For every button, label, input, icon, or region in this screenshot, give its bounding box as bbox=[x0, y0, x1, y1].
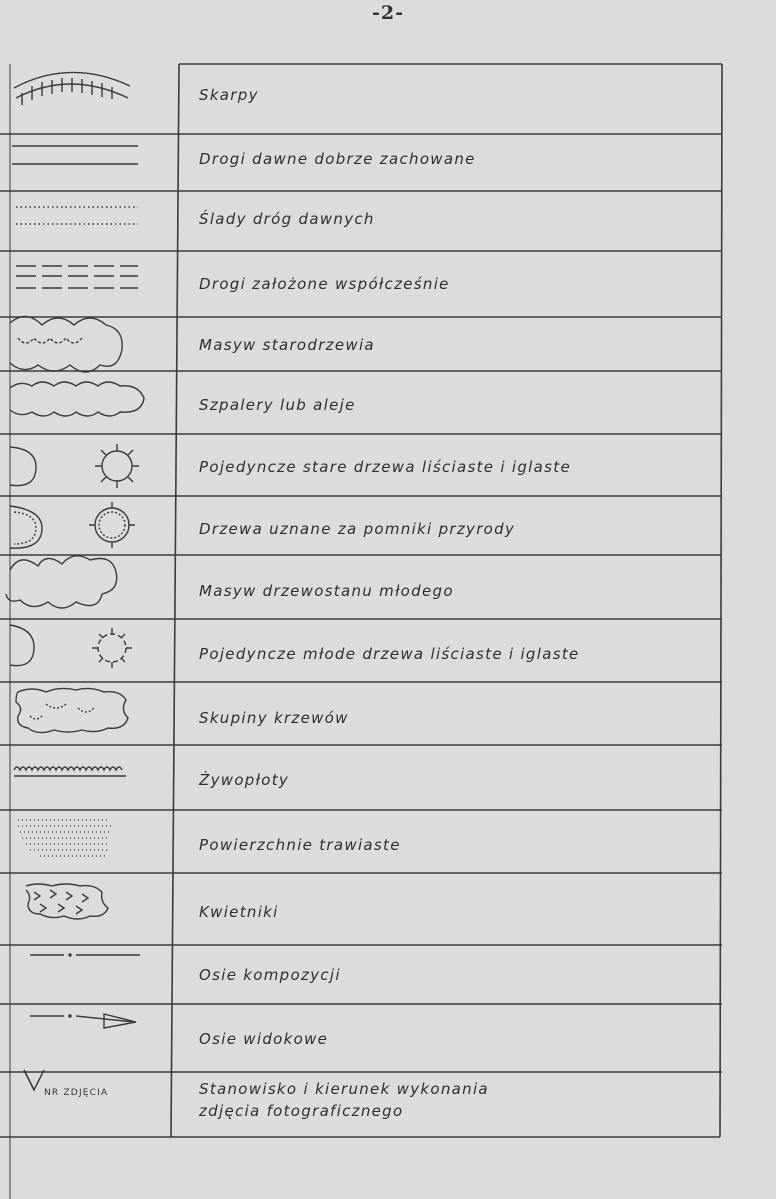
old-tree-mass-symbol bbox=[10, 316, 122, 372]
single-old-tree-symbol bbox=[10, 444, 139, 488]
legend-label-11: Skupiny krzewów bbox=[199, 709, 349, 727]
legend-label-2: Drogi dawne dobrze zachowane bbox=[199, 150, 476, 168]
skarpy-symbol bbox=[14, 72, 130, 105]
dotted-double-line-symbol bbox=[16, 207, 138, 224]
tree-row-symbol bbox=[10, 382, 144, 416]
legend-label-14: Kwietniki bbox=[199, 903, 279, 921]
dashed-double-line-symbol bbox=[16, 266, 138, 288]
single-young-tree-symbol bbox=[10, 625, 132, 668]
legend-label-16: Osie widokowe bbox=[199, 1030, 329, 1048]
grass-symbol bbox=[18, 820, 112, 856]
legend-label-5: Masyw starodrzewia bbox=[199, 336, 375, 354]
legend-label-9: Masyw drzewostanu młodego bbox=[199, 582, 454, 600]
legend-label-3: Ślady dróg dawnych bbox=[199, 210, 375, 228]
photo-number-tag: NR ZDJĘCIA bbox=[44, 1088, 109, 1098]
young-stand-mass-symbol bbox=[6, 556, 117, 608]
legend-label-7: Pojedyncze stare drzewa liściaste i iglaste bbox=[199, 458, 571, 476]
legend-label-8: Drzewa uznane za pomniki przyrody bbox=[199, 520, 516, 538]
legend-label-12: Żywopłoty bbox=[199, 771, 290, 789]
legend-label-10: Pojedyncze młode drzewa liściaste i iglaste bbox=[199, 645, 580, 663]
solid-double-line-symbol bbox=[12, 146, 138, 164]
legend-label-17-line1: Stanowisko i kierunek wykonania bbox=[199, 1080, 489, 1098]
monument-tree-symbol bbox=[10, 502, 135, 548]
legend-label-17 bbox=[199, 1078, 489, 1122]
legend-label-4: Drogi założone współcześnie bbox=[199, 275, 450, 293]
hedge-symbol bbox=[14, 767, 126, 776]
page-number: -2- bbox=[372, 2, 404, 24]
view-axis-symbol bbox=[30, 1014, 136, 1028]
shrub-group-symbol bbox=[16, 688, 128, 732]
legend-label-13: Powierzchnie trawiaste bbox=[199, 836, 401, 854]
table-grid bbox=[0, 64, 722, 1199]
legend-label-1: Skarpy bbox=[199, 86, 259, 104]
composition-axis-symbol bbox=[30, 954, 140, 956]
flowerbed-symbol bbox=[26, 884, 108, 919]
legend-label-15: Osie kompozycji bbox=[199, 966, 341, 984]
legend-label-6: Szpalery lub aleje bbox=[199, 396, 356, 414]
photo-position-symbol bbox=[24, 1070, 44, 1090]
legend-label-17-line2: zdjęcia fotograficznego bbox=[199, 1102, 404, 1120]
